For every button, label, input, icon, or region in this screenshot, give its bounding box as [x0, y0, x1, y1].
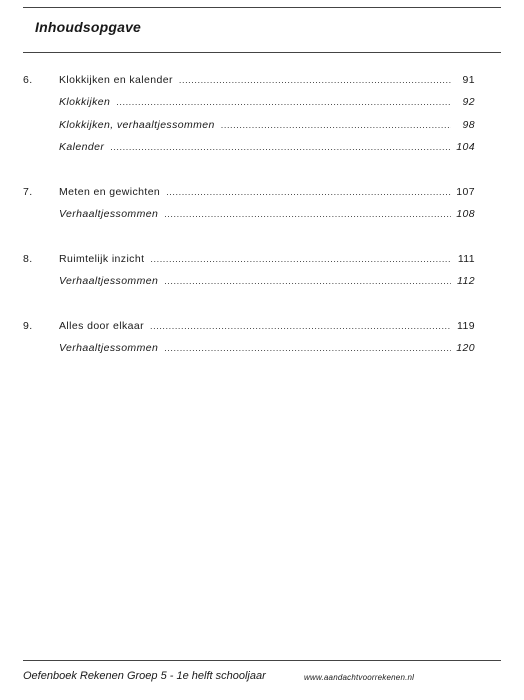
- page-number: 107: [456, 185, 475, 198]
- entry-label: Kalender: [59, 140, 105, 153]
- dot-leader: [116, 97, 451, 107]
- dot-leader: [150, 321, 451, 331]
- entry-label: Verhaaltjessommen: [59, 207, 159, 220]
- page-title: Inhoudsopgave: [35, 19, 142, 35]
- toc-entry-chapter-6[interactable]: [23, 74, 475, 96]
- footer-book-title: Oefenboek Rekenen Groep 5 - 1e helft schooljaar: [23, 670, 266, 682]
- toc-entry-verhaaltjessommen-8[interactable]: [23, 275, 475, 297]
- dot-leader: [164, 276, 451, 286]
- chapter-number: 8.: [23, 252, 33, 265]
- dot-leader: [110, 142, 451, 152]
- page-number: 112: [457, 275, 475, 288]
- page-number: 108: [456, 207, 475, 220]
- toc-entry-kalender[interactable]: [23, 141, 475, 163]
- dot-leader: [166, 187, 451, 197]
- toc-entry-chapter-9[interactable]: [23, 320, 475, 342]
- entry-label: Ruimtelijk inzicht: [59, 252, 145, 265]
- entry-label: Verhaaltjessommen: [59, 275, 159, 288]
- chapter-number: 7.: [23, 185, 33, 198]
- toc-group-9: [23, 320, 475, 365]
- page-number: 104: [456, 140, 475, 153]
- dot-leader: [150, 254, 451, 264]
- entry-label: Klokkijken, verhaaltjessommen: [59, 118, 215, 131]
- table-of-contents: [23, 74, 475, 387]
- page-number: 98: [462, 118, 475, 131]
- toc-entry-verhaaltjessommen-7[interactable]: [23, 208, 475, 230]
- dot-leader: [179, 75, 451, 85]
- chapter-number: 9.: [23, 319, 33, 332]
- toc-entry-klokkijken[interactable]: [23, 96, 475, 118]
- page-number: 111: [457, 252, 475, 265]
- toc-group-8: [23, 253, 475, 298]
- page-number: 120: [456, 342, 475, 355]
- chapter-number: 6.: [23, 74, 33, 86]
- page-number: 119: [457, 319, 475, 332]
- entry-label: Alles door elkaar: [59, 319, 145, 332]
- toc-entry-chapter-7[interactable]: [23, 186, 475, 208]
- top-rule: [23, 7, 501, 8]
- entry-label: Verhaaltjessommen: [59, 342, 159, 355]
- toc-group-7: [23, 186, 475, 231]
- dot-leader: [164, 209, 451, 219]
- toc-entry-verhaaltjessommen-9[interactable]: [23, 342, 475, 364]
- entry-label: Klokkijken en kalender: [59, 74, 173, 86]
- title-rule: [23, 52, 501, 53]
- toc-entry-klokkijken-verhaaltjessommen[interactable]: [23, 119, 475, 141]
- page-number: 92: [462, 96, 475, 109]
- bottom-rule: [23, 660, 501, 661]
- dot-leader: [164, 343, 451, 353]
- entry-label: Meten en gewichten: [59, 185, 161, 198]
- toc-group-6: [23, 74, 475, 163]
- toc-entry-chapter-8[interactable]: [23, 253, 475, 275]
- dot-leader: [221, 120, 451, 130]
- footer-website: www.aandachtvoorrekenen.nl: [304, 673, 415, 682]
- page-number: 91: [462, 74, 475, 86]
- entry-label: Klokkijken: [59, 96, 111, 109]
